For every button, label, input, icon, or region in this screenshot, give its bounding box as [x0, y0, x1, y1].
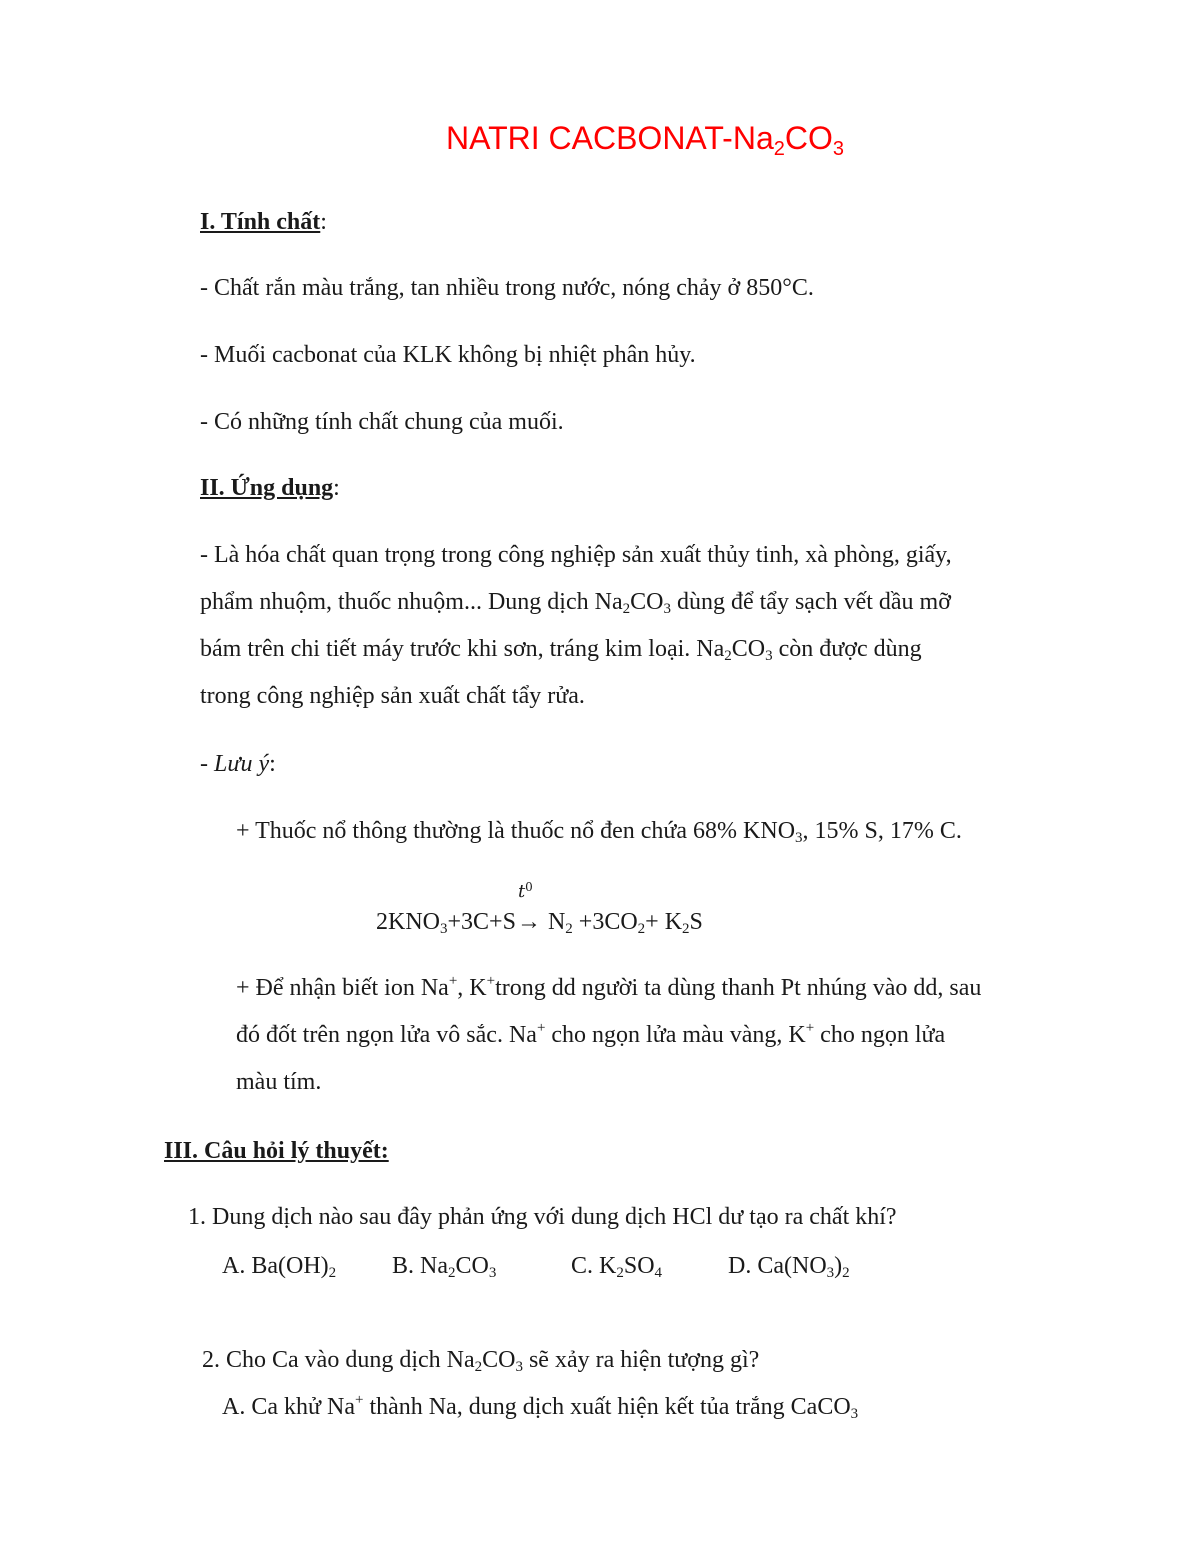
note-label: - Lưu ý: [200, 751, 276, 777]
chemical-equation: $2KNO_3+3C+S$ $t^0$ → $N_2 +3CO_2+ K_2S$ [376, 880, 703, 937]
question-1-option-b: B. $Na_2CO_3$ [392, 1253, 497, 1281]
note-ion-detection-line-1: + Để nhận biết ion Na+, K+trong dd người ta dùng thanh Pt nhúng vào dd, sau [236, 973, 982, 1001]
question-1-option-a: A. $Ba(OH)_2$ [222, 1253, 337, 1281]
section-1-line-2: - Muối cacbonat của KLK không bị nhiệt phân hủy. [200, 342, 696, 368]
section-3-heading: III. Câu hỏi lý thuyết: [164, 1138, 389, 1164]
question-1: 1. Dung dịch nào sau đây phản ứng với dung dịch HCl dư tạo ra chất khí? [188, 1204, 897, 1230]
heat-condition: $t^0$ [517, 880, 533, 902]
section-1-heading: I. Tính chất: [200, 209, 327, 235]
question-2-option-a: A. Ca khử Na+ thành Na, dung dịch xuất hiện kết tủa trắng CaCO$_3$ [222, 1392, 859, 1422]
section-2-heading: II. Ứng dụng: [200, 475, 340, 501]
question-2: 2. Cho Ca vào dung dịch $Na_2CO_3$ sẽ xảy ra hiện tượng gì? [202, 1347, 760, 1375]
question-1-option-c: C. $K_2SO_4$ [571, 1253, 663, 1281]
note-ion-detection-line-3: màu tím. [236, 1069, 322, 1095]
question-1-option-d: D. $Ca(NO_3)_2$ [728, 1253, 850, 1281]
section-1-line-3: - Có những tính chất chung của muối. [200, 409, 564, 435]
section-2-paragraph-line-3: bám trên chi tiết máy trước khi sơn, tráng kim loại. $Na_2CO_3$ còn được dùng [200, 636, 922, 664]
page-title: NATRI CACBONAT-$Na_2CO_3$ [446, 120, 844, 160]
section-2-paragraph-line-1: - Là hóa chất quan trọng trong công nghiệp sản xuất thủy tinh, xà phòng, giấy, [200, 542, 952, 568]
section-1-line-1: - Chất rắn màu trắng, tan nhiều trong nước, nóng chảy ở 850°C. [200, 275, 814, 301]
note-ion-detection-line-2: đó đốt trên ngọn lửa vô sắc. Na+ cho ngọn lửa màu vàng, K+ cho ngọn lửa [236, 1020, 946, 1048]
reaction-arrow-icon: $t^0$ → [516, 880, 541, 935]
section-2-paragraph-line-2: phẩm nhuộm, thuốc nhuộm... Dung dịch $Na_2CO_3$ dùng để tẩy sạch vết dầu mỡ [200, 589, 951, 617]
note-explosive: + Thuốc nổ thông thường là thuốc nổ đen chứa 68% $KNO_3$, 15% S, 17% C. [236, 818, 962, 846]
section-2-paragraph-line-4: trong công nghiệp sản xuất chất tẩy rửa. [200, 683, 585, 709]
